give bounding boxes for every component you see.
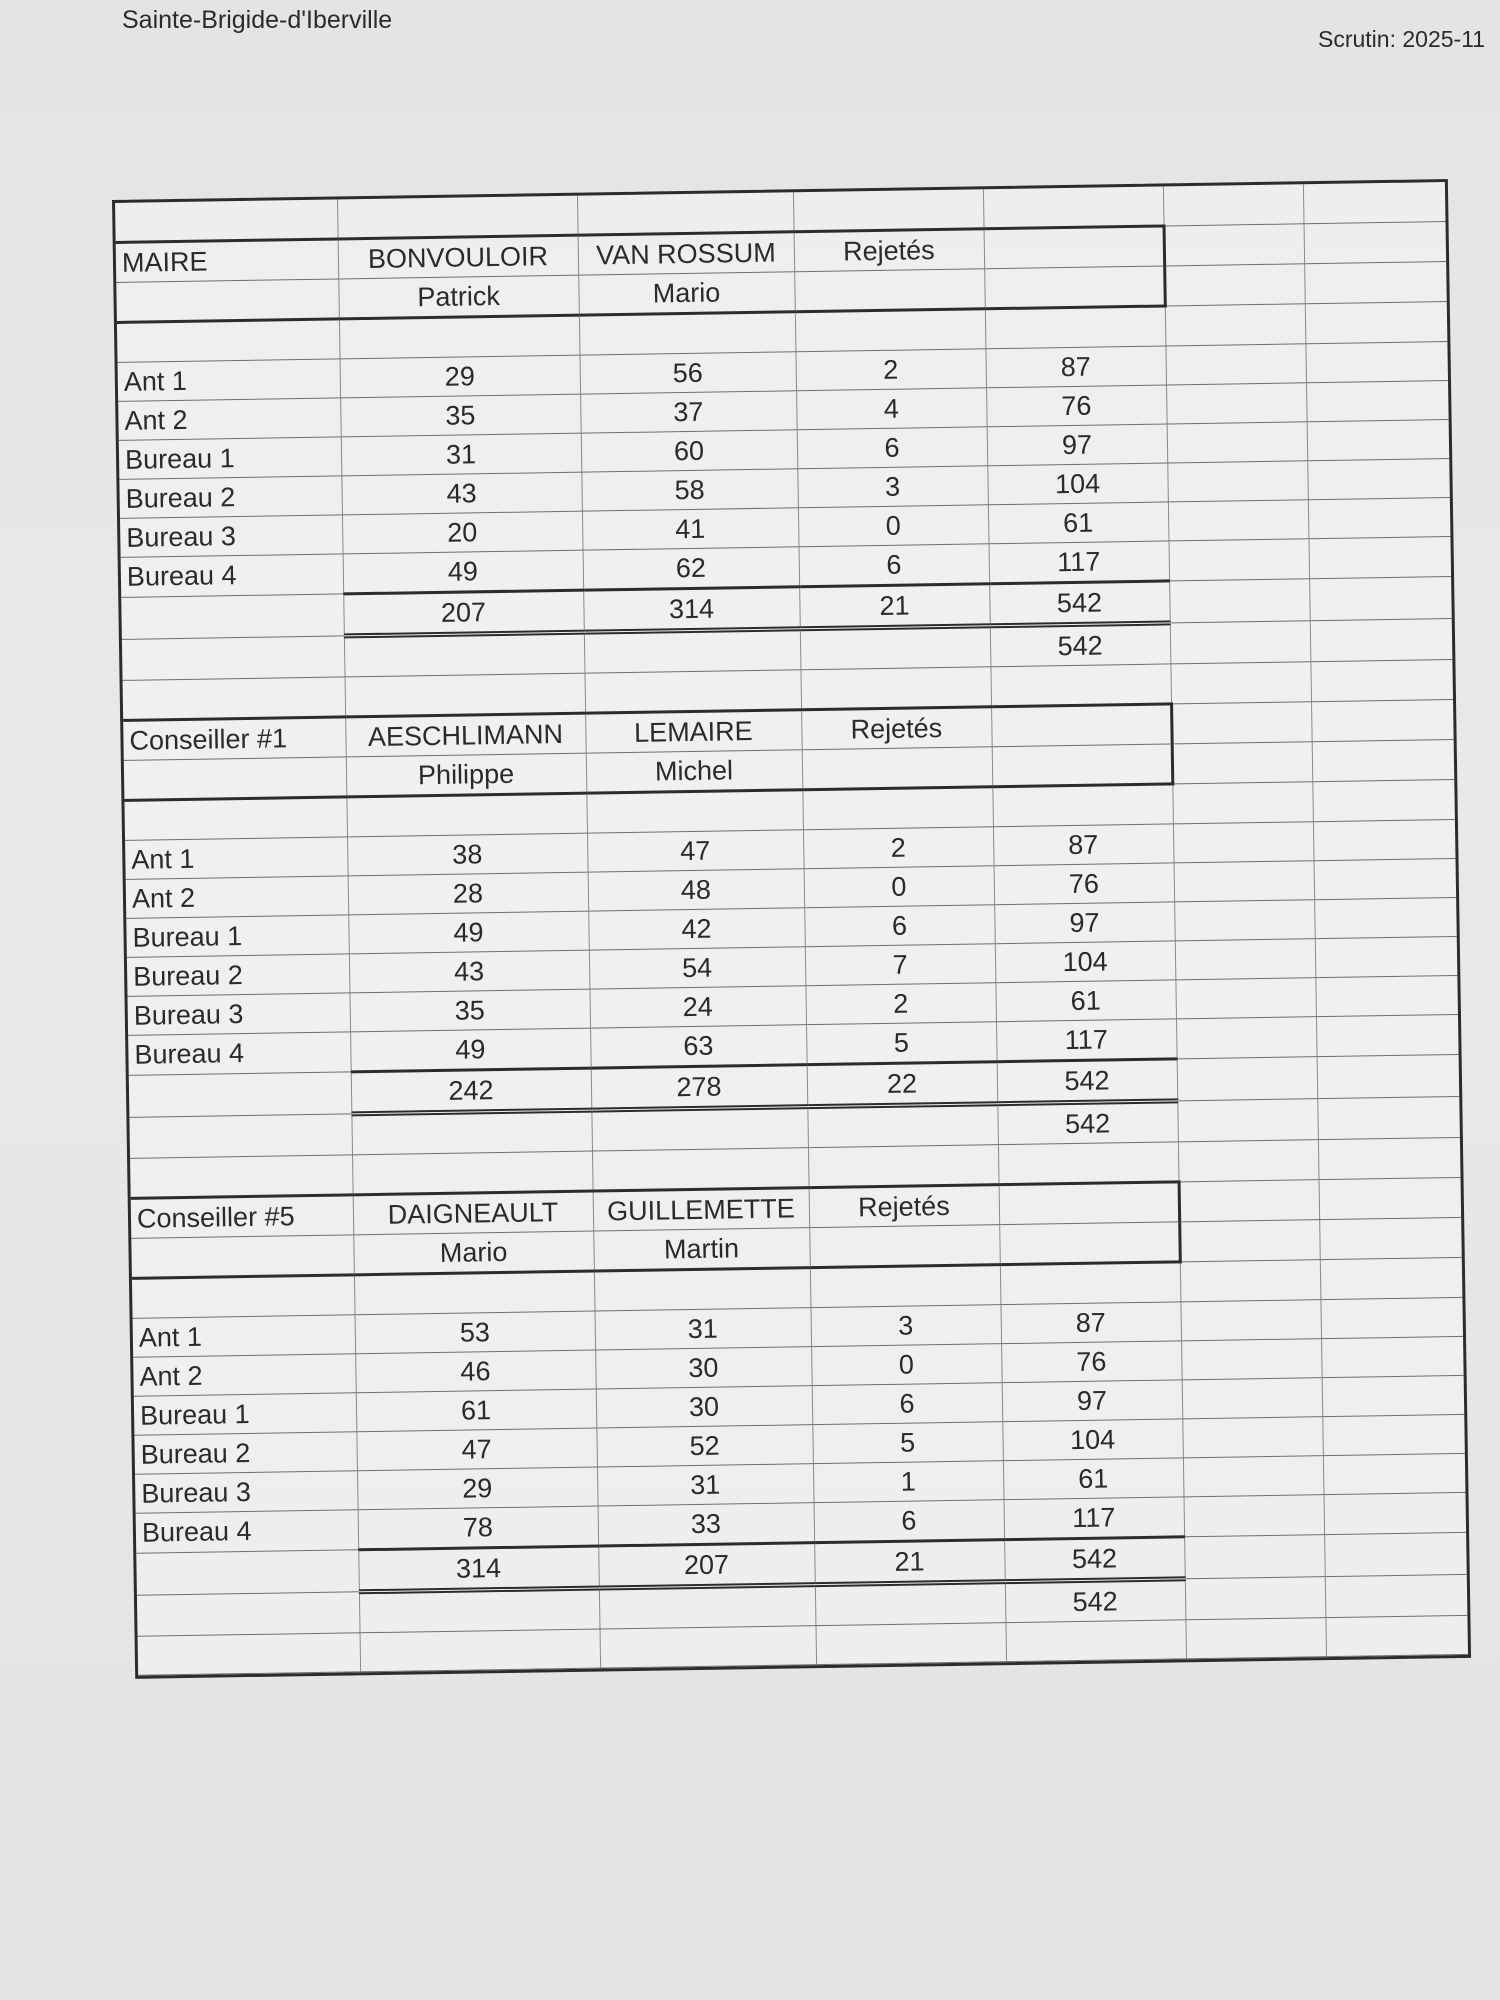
empty-cell bbox=[1175, 978, 1316, 1019]
empty-cell bbox=[599, 1585, 816, 1629]
votes-rejected: 6 bbox=[814, 1500, 1005, 1543]
empty-cell bbox=[992, 784, 1173, 827]
votes-candidate-a: 20 bbox=[342, 511, 583, 554]
race-title: Conseiller #5 bbox=[131, 1195, 354, 1238]
votes-rejected: 4 bbox=[796, 388, 987, 430]
empty-cell bbox=[579, 312, 796, 355]
empty-cell bbox=[1322, 1414, 1465, 1455]
votes-rejected: 2 bbox=[795, 349, 986, 391]
empty-cell bbox=[1319, 1217, 1462, 1259]
poll-label: Ant 1 bbox=[125, 837, 348, 879]
empty-cell bbox=[1173, 822, 1314, 863]
empty-cell bbox=[1325, 1615, 1468, 1656]
poll-label: Bureau 1 bbox=[126, 915, 349, 957]
empty-cell bbox=[594, 1268, 811, 1311]
empty-cell bbox=[1005, 1620, 1186, 1662]
votes-candidate-a: 29 bbox=[340, 355, 581, 398]
votes-candidate-b: 58 bbox=[581, 469, 798, 511]
candidate-b-firstname: Martin bbox=[593, 1228, 810, 1271]
empty-cell bbox=[1307, 459, 1450, 500]
poll-label: Bureau 3 bbox=[135, 1471, 358, 1513]
empty-cell bbox=[1323, 1492, 1466, 1534]
empty-cell bbox=[137, 1592, 360, 1636]
empty-cell bbox=[1164, 224, 1305, 266]
candidate-b-lastname: VAN ROSSUM bbox=[578, 232, 795, 275]
empty-cell bbox=[586, 790, 803, 833]
total-all: 542 bbox=[1004, 1537, 1185, 1582]
empty-cell bbox=[1165, 304, 1306, 346]
poll-label: Bureau 2 bbox=[134, 1432, 357, 1474]
empty-cell bbox=[1180, 1260, 1321, 1302]
empty-cell bbox=[1184, 1535, 1325, 1579]
grand-total: 542 bbox=[997, 1101, 1178, 1145]
empty-cell bbox=[1306, 381, 1449, 422]
empty-cell bbox=[984, 266, 1165, 309]
empty-cell bbox=[815, 1582, 1006, 1626]
empty-cell bbox=[1320, 1297, 1463, 1338]
empty-cell bbox=[584, 629, 801, 673]
total-header bbox=[999, 1182, 1180, 1225]
empty-cell bbox=[123, 677, 346, 720]
empty-cell bbox=[1324, 1532, 1467, 1576]
empty-cell bbox=[1323, 1453, 1466, 1494]
votes-candidate-a: 43 bbox=[341, 472, 582, 515]
votes-rejected: 6 bbox=[804, 905, 995, 947]
empty-cell bbox=[1315, 936, 1458, 977]
empty-cell bbox=[1315, 975, 1458, 1016]
votes-rejected: 0 bbox=[804, 866, 995, 908]
scrutin-date: Scrutin: 2025-11 bbox=[1318, 26, 1486, 52]
empty-cell bbox=[1170, 621, 1311, 664]
total-rejected: 22 bbox=[807, 1062, 998, 1107]
votes-total: 61 bbox=[995, 980, 1176, 1022]
candidate-b-lastname: GUILLEMETTE bbox=[593, 1188, 810, 1231]
empty-cell bbox=[1314, 858, 1457, 899]
empty-cell bbox=[1308, 537, 1451, 579]
empty-cell bbox=[1174, 861, 1315, 902]
total-all: 542 bbox=[989, 581, 1170, 626]
empty-cell bbox=[1311, 699, 1454, 741]
empty-cell bbox=[1325, 1574, 1468, 1617]
empty-cell bbox=[1307, 420, 1450, 461]
empty-cell bbox=[1164, 264, 1305, 306]
poll-label: Ant 1 bbox=[133, 1315, 356, 1357]
empty-cell bbox=[1168, 539, 1309, 581]
empty-cell bbox=[1185, 1577, 1326, 1620]
votes-candidate-b: 41 bbox=[582, 508, 799, 550]
votes-candidate-a: 38 bbox=[347, 833, 588, 876]
candidate-a-lastname: AESCHLIMANN bbox=[345, 713, 586, 757]
votes-candidate-a: 49 bbox=[350, 1028, 591, 1072]
votes-candidate-a: 49 bbox=[348, 911, 589, 954]
grand-total: 542 bbox=[1005, 1579, 1186, 1623]
empty-cell bbox=[352, 1151, 593, 1195]
empty-cell bbox=[985, 306, 1166, 349]
poll-label: Bureau 2 bbox=[127, 954, 350, 996]
votes-candidate-a: 49 bbox=[343, 550, 584, 594]
empty-cell bbox=[1172, 782, 1313, 824]
empty-cell bbox=[1167, 461, 1308, 502]
votes-candidate-a: 61 bbox=[356, 1389, 597, 1432]
empty-cell bbox=[1320, 1257, 1463, 1299]
votes-candidate-b: 31 bbox=[595, 1308, 812, 1350]
votes-total: 97 bbox=[987, 424, 1168, 466]
votes-candidate-a: 29 bbox=[357, 1467, 598, 1510]
votes-candidate-a: 28 bbox=[348, 872, 589, 915]
empty-cell bbox=[810, 1265, 1001, 1308]
votes-total: 61 bbox=[988, 502, 1169, 544]
empty-cell bbox=[1166, 383, 1307, 424]
empty-cell bbox=[1322, 1375, 1465, 1416]
votes-total: 76 bbox=[986, 385, 1167, 427]
votes-candidate-a: 43 bbox=[349, 950, 590, 993]
empty-cell bbox=[1174, 900, 1315, 941]
empty-cell bbox=[1321, 1336, 1464, 1377]
empty-cell bbox=[1180, 1300, 1321, 1341]
empty-cell bbox=[992, 744, 1173, 787]
empty-cell bbox=[136, 1550, 359, 1595]
empty-cell bbox=[129, 1114, 352, 1158]
votes-candidate-b: 60 bbox=[581, 430, 798, 472]
empty-cell bbox=[1179, 1180, 1320, 1222]
empty-cell bbox=[1179, 1220, 1320, 1262]
votes-rejected: 0 bbox=[798, 505, 989, 547]
empty-cell bbox=[132, 1275, 355, 1318]
votes-total: 104 bbox=[995, 941, 1176, 983]
empty-cell bbox=[1316, 1014, 1459, 1056]
candidate-b-firstname: Mario bbox=[578, 272, 795, 315]
poll-label: Bureau 4 bbox=[121, 554, 344, 597]
votes-rejected: 6 bbox=[812, 1383, 1003, 1425]
empty-cell bbox=[795, 309, 986, 352]
empty-cell bbox=[1182, 1417, 1323, 1458]
votes-total: 117 bbox=[996, 1019, 1177, 1062]
candidate-a-firstname: Philippe bbox=[346, 753, 587, 797]
candidate-a-lastname: BONVOULOIR bbox=[338, 235, 579, 279]
votes-rejected: 6 bbox=[799, 544, 990, 587]
empty-cell bbox=[117, 319, 340, 362]
empty-cell bbox=[131, 1235, 354, 1278]
race-title: Conseiller #1 bbox=[123, 717, 346, 760]
race-title: MAIRE bbox=[116, 239, 339, 282]
empty-cell bbox=[360, 1629, 601, 1672]
empty-cell bbox=[124, 757, 347, 800]
candidate-a-lastname: DAIGNEAULT bbox=[353, 1191, 594, 1235]
empty-cell bbox=[351, 1110, 592, 1155]
empty-cell bbox=[1183, 1456, 1324, 1497]
votes-rejected: 2 bbox=[803, 827, 994, 869]
empty-cell bbox=[122, 636, 345, 680]
rejected-header: Rejetés bbox=[809, 1185, 1000, 1228]
votes-candidate-a: 46 bbox=[355, 1350, 596, 1393]
total-all: 542 bbox=[997, 1059, 1178, 1104]
votes-rejected: 1 bbox=[813, 1461, 1004, 1503]
votes-total: 104 bbox=[987, 463, 1168, 505]
candidate-b-firstname: Michel bbox=[586, 750, 803, 793]
empty-cell bbox=[1318, 1137, 1461, 1179]
votes-rejected: 5 bbox=[806, 1022, 997, 1065]
votes-candidate-a: 35 bbox=[340, 394, 581, 437]
poll-label: Bureau 3 bbox=[120, 515, 343, 557]
candidate-a-firstname: Patrick bbox=[338, 275, 579, 319]
empty-cell bbox=[1313, 819, 1456, 860]
votes-candidate-a: 53 bbox=[355, 1311, 596, 1354]
total-candidate-a: 242 bbox=[351, 1068, 592, 1114]
empty-cell bbox=[130, 1155, 353, 1198]
empty-cell bbox=[359, 1588, 600, 1633]
empty-cell bbox=[138, 1633, 361, 1675]
empty-cell bbox=[1168, 500, 1309, 541]
empty-cell bbox=[1317, 1054, 1460, 1098]
votes-rejected: 0 bbox=[811, 1344, 1002, 1386]
total-candidate-b: 207 bbox=[598, 1543, 815, 1588]
empty-cell bbox=[998, 1142, 1179, 1185]
empty-cell bbox=[345, 673, 586, 717]
empty-cell bbox=[124, 797, 347, 840]
empty-cell bbox=[1181, 1339, 1322, 1380]
empty-cell bbox=[802, 747, 993, 790]
votes-total: 61 bbox=[1003, 1458, 1184, 1500]
candidate-a-firstname: Mario bbox=[353, 1231, 594, 1275]
rejected-header: Rejetés bbox=[794, 229, 985, 272]
empty-cell bbox=[600, 1626, 817, 1668]
empty-cell bbox=[808, 1145, 999, 1188]
total-candidate-b: 278 bbox=[591, 1065, 808, 1110]
empty-cell bbox=[807, 1104, 998, 1148]
votes-total: 97 bbox=[994, 902, 1175, 944]
empty-cell bbox=[800, 626, 991, 670]
votes-candidate-b: 54 bbox=[589, 947, 806, 989]
total-candidate-a: 207 bbox=[343, 590, 584, 636]
votes-total: 104 bbox=[1002, 1419, 1183, 1461]
empty-cell bbox=[1308, 498, 1451, 539]
votes-candidate-b: 30 bbox=[595, 1347, 812, 1389]
empty-cell bbox=[339, 315, 580, 359]
empty-cell bbox=[584, 670, 801, 713]
results-sheet bbox=[112, 179, 1471, 1679]
empty-cell bbox=[1185, 1618, 1326, 1659]
empty-cell bbox=[815, 1623, 1006, 1665]
poll-label: Ant 1 bbox=[118, 359, 341, 401]
total-header bbox=[984, 226, 1165, 269]
votes-candidate-b: 37 bbox=[580, 391, 797, 433]
total-header bbox=[991, 704, 1172, 747]
votes-rejected: 3 bbox=[797, 466, 988, 508]
votes-candidate-a: 78 bbox=[358, 1506, 599, 1550]
empty-cell bbox=[116, 279, 339, 322]
poll-label: Bureau 1 bbox=[119, 437, 342, 479]
poll-label: Ant 2 bbox=[133, 1354, 356, 1396]
votes-candidate-b: 42 bbox=[588, 908, 805, 950]
empty-cell bbox=[344, 632, 585, 677]
votes-candidate-b: 24 bbox=[589, 986, 806, 1028]
empty-cell bbox=[1171, 702, 1312, 744]
votes-candidate-b: 48 bbox=[588, 869, 805, 911]
empty-cell bbox=[1310, 660, 1453, 702]
votes-total: 76 bbox=[1001, 1341, 1182, 1383]
votes-candidate-b: 63 bbox=[590, 1025, 807, 1068]
empty-cell bbox=[1304, 262, 1447, 304]
votes-total: 87 bbox=[1000, 1302, 1181, 1344]
results-table bbox=[115, 182, 1468, 1676]
empty-cell bbox=[1312, 739, 1455, 781]
empty-cell bbox=[1184, 1495, 1325, 1537]
votes-total: 97 bbox=[1002, 1380, 1183, 1422]
poll-label: Bureau 3 bbox=[128, 993, 351, 1035]
poll-label: Bureau 4 bbox=[128, 1032, 351, 1075]
votes-total: 76 bbox=[994, 863, 1175, 905]
votes-candidate-b: 47 bbox=[587, 830, 804, 872]
votes-rejected: 7 bbox=[805, 944, 996, 986]
votes-candidate-a: 47 bbox=[356, 1428, 597, 1471]
poll-label: Bureau 4 bbox=[136, 1510, 359, 1553]
rejected-header: Rejetés bbox=[801, 707, 992, 750]
votes-candidate-b: 31 bbox=[597, 1464, 814, 1506]
empty-cell bbox=[1319, 1177, 1462, 1219]
candidate-b-lastname: LEMAIRE bbox=[585, 710, 802, 753]
empty-cell bbox=[1000, 1262, 1181, 1305]
empty-cell bbox=[1165, 344, 1306, 385]
empty-cell bbox=[1305, 302, 1448, 344]
results-table-body bbox=[115, 182, 1468, 1675]
empty-cell bbox=[990, 664, 1171, 707]
votes-rejected: 6 bbox=[797, 427, 988, 469]
empty-cell bbox=[1170, 662, 1311, 704]
votes-total: 117 bbox=[989, 541, 1170, 584]
empty-cell bbox=[1178, 1140, 1319, 1182]
empty-cell bbox=[1177, 1099, 1318, 1142]
municipality-name: Sainte-Brigide-d'Iberville bbox=[122, 6, 393, 34]
votes-candidate-b: 33 bbox=[598, 1503, 815, 1546]
votes-candidate-b: 30 bbox=[596, 1386, 813, 1428]
empty-cell bbox=[800, 667, 991, 710]
votes-total: 117 bbox=[1004, 1497, 1185, 1540]
total-candidate-a: 314 bbox=[358, 1546, 599, 1592]
empty-cell bbox=[129, 1072, 352, 1117]
votes-rejected: 3 bbox=[810, 1305, 1001, 1347]
votes-candidate-b: 56 bbox=[579, 352, 796, 394]
empty-cell bbox=[346, 793, 587, 837]
empty-cell bbox=[1182, 1378, 1323, 1419]
total-rejected: 21 bbox=[799, 584, 990, 629]
empty-cell bbox=[1312, 779, 1455, 821]
empty-cell bbox=[121, 594, 344, 639]
empty-cell bbox=[1167, 422, 1308, 463]
empty-cell bbox=[1169, 579, 1310, 623]
empty-cell bbox=[1314, 897, 1457, 938]
votes-candidate-b: 62 bbox=[583, 547, 800, 590]
empty-cell bbox=[1176, 1017, 1317, 1059]
empty-cell bbox=[809, 1225, 1000, 1268]
votes-rejected: 2 bbox=[805, 983, 996, 1025]
empty-cell bbox=[802, 787, 993, 830]
empty-cell bbox=[794, 269, 985, 312]
votes-total: 87 bbox=[985, 346, 1166, 388]
empty-cell bbox=[1305, 342, 1448, 383]
empty-cell bbox=[1175, 939, 1316, 980]
grand-total: 542 bbox=[990, 623, 1171, 667]
empty-cell bbox=[592, 1148, 809, 1191]
empty-cell bbox=[1317, 1096, 1460, 1139]
empty-cell bbox=[354, 1271, 595, 1315]
votes-candidate-a: 31 bbox=[341, 433, 582, 476]
poll-label: Ant 2 bbox=[126, 876, 349, 918]
total-candidate-b: 314 bbox=[583, 587, 800, 632]
votes-total: 87 bbox=[993, 824, 1174, 866]
empty-cell bbox=[1309, 577, 1452, 621]
empty-cell bbox=[999, 1222, 1180, 1265]
poll-label: Bureau 2 bbox=[119, 476, 342, 518]
empty-cell bbox=[1172, 742, 1313, 784]
poll-label: Bureau 1 bbox=[134, 1393, 357, 1435]
votes-rejected: 5 bbox=[812, 1422, 1003, 1464]
empty-cell bbox=[1310, 619, 1453, 662]
votes-candidate-b: 52 bbox=[596, 1425, 813, 1467]
votes-candidate-a: 35 bbox=[349, 989, 590, 1032]
empty-cell bbox=[1177, 1057, 1318, 1101]
poll-label: Ant 2 bbox=[118, 398, 341, 440]
empty-cell bbox=[591, 1107, 808, 1151]
total-rejected: 21 bbox=[814, 1540, 1005, 1585]
empty-cell bbox=[1304, 222, 1447, 264]
